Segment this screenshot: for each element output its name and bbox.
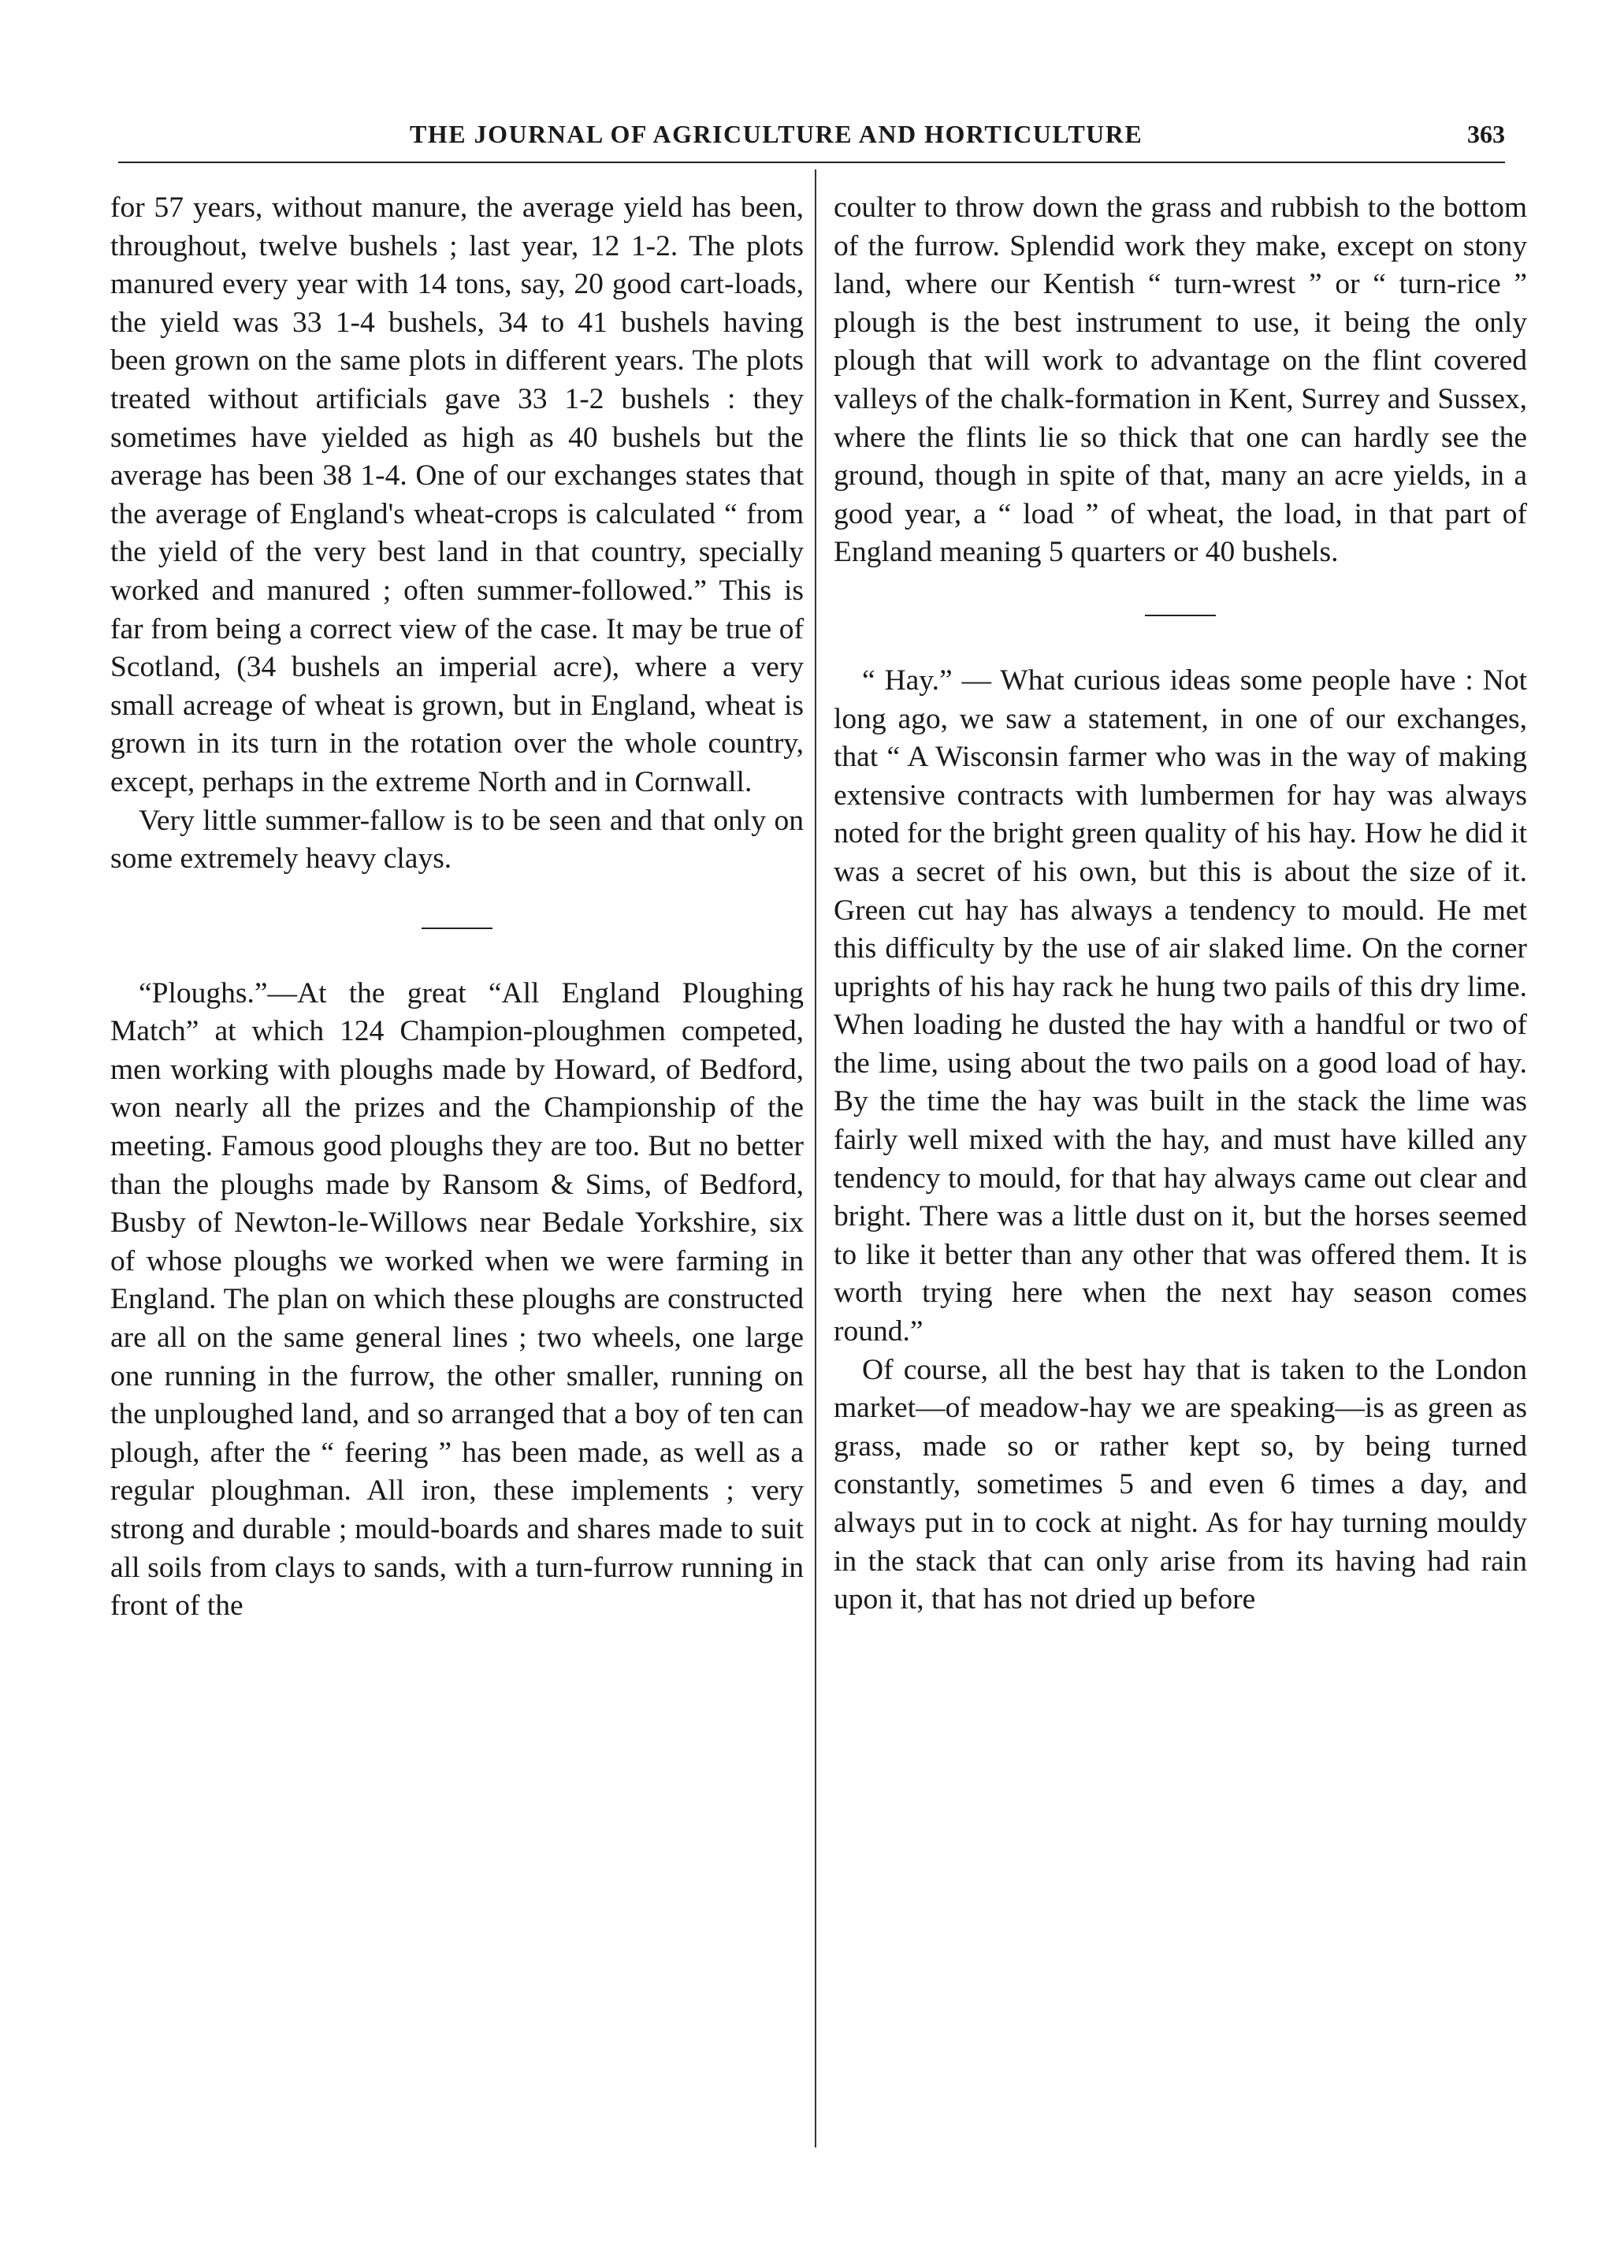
paragraph-hay: “ Hay.” — What curious ideas some people have : Not long ago, we saw a statement, in one of our exchanges, that “ A Wisconsin farmer who was in the way of making extensive contracts with lumbermen for hay was always noted for the bright green quality of his hay. How he did it was a secret of his own, but this is about the size of it. Green cut hay has always a tendency to mould. He met this difficulty by the use of air slaked lime. On the corner uprights of his hay rack he hung two pails of this dry lime. When loading he dusted the hay with a handful or two of the lime, using about the two pails on a good load of hay. By the time the hay was built in the stack the lime was fairly well mixed with the hay, and must have killed any tendency to mould, for that hay always came out clear and bright. There was a little dust on it, but the horses seemed to like it better than any other that was offered them. It is worth trying here when the next hay season comes round.” xyxy=(834,664,1527,1348)
right-column xyxy=(834,189,1527,1619)
paragraph-london-hay: Of course, all the best hay that is taken to the London market—of meadow-hay we are speaking—is as green as grass, made so or rather kept so, by being turned constantly, sometimes 5 and even 6 times a day, and always put in to cock at night. As for hay turning mouldy in the stack that can only arise from its having had rain upon it, that has not dried up before xyxy=(834,1353,1527,1616)
paragraph-ploughs-continued: coulter to throw down the grass and rubbish to the bottom of the furrow. Splendid work they make, except on stony land, where our Kentish “ turn-wrest ” or “ turn-rice ” plough is the best instrument to use, it being the only plough that will work to advantage on the flint covered valleys of the chalk-formation in Kent, Surrey and Sussex, where the flints lie so thick that one can hardly see the ground, though in spite of that, many an acre yields, in a good year, a “ load ” of wheat, the load, in that part of England meaning 5 quarters or 40 bushels. xyxy=(834,191,1527,569)
header-rule xyxy=(118,162,1505,163)
left-column xyxy=(110,189,804,1626)
page-header xyxy=(102,120,1505,167)
paragraph-wheat-yields: for 57 years, without manure, the average yield has been, throughout, twelve bushels ; last year, 12 1-2. The plots manured every year with 14 tons, say, 20 good cart-loads, the yield was 33 1-4 bushels, 34 to 41 bushels having been grown on the same plots in different years. The plots treated without artificials gave 33 1-2 bushels : they sometimes have yielded as high as 40 bushels but the average has been 38 1-4. One of our exchanges states that the average of England's wheat-crops is calculated “ from the yield of the very best land in that country, specially worked and manured ; often summer-followed.” This is far from being a correct view of the case. It may be true of Scotland, (34 bushels an imperial acre), where a very small acreage of wheat is grown, but in England, wheat is grown in its turn in the rotation over the whole country, except, perhaps in the extreme North and in Cornwall. xyxy=(110,191,804,798)
running-head: THE JOURNAL OF AGRICULTURE AND HORTICULTURE xyxy=(410,120,1143,148)
paragraph-ploughs: “Ploughs.”—At the great “All England Ploughing Match” at which 124 Champion-ploughmen competed, men working with ploughs made by Howard, of Bedford, won nearly all the prizes and the Championship of the meeting. Famous good ploughs they are too. But no better than the ploughs made by Ransom & Sims, of Bedford, Busby of Newton-le-Willows near Bedale Yorkshire, six of whose ploughs we worked when we were farming in England. The plan on which these ploughs are constructed are all on the same general lines ; two wheels, one large one running in the furrow, the other smaller, running on the unploughed land, and so arranged that a boy of ten can plough, after the “ feering ” has been made, as well as a regular ploughman. All iron, these implements ; very strong and durable ; mould-boards and shares made to suit all soils from clays to sands, with a turn-furrow running in front of the xyxy=(110,976,804,1623)
column-divider xyxy=(815,169,816,2147)
paragraph-summer-fallow: Very little summer-fallow is to be seen and that only on some extremely heavy clays. xyxy=(110,804,804,876)
page-number: 363 xyxy=(1467,120,1505,148)
